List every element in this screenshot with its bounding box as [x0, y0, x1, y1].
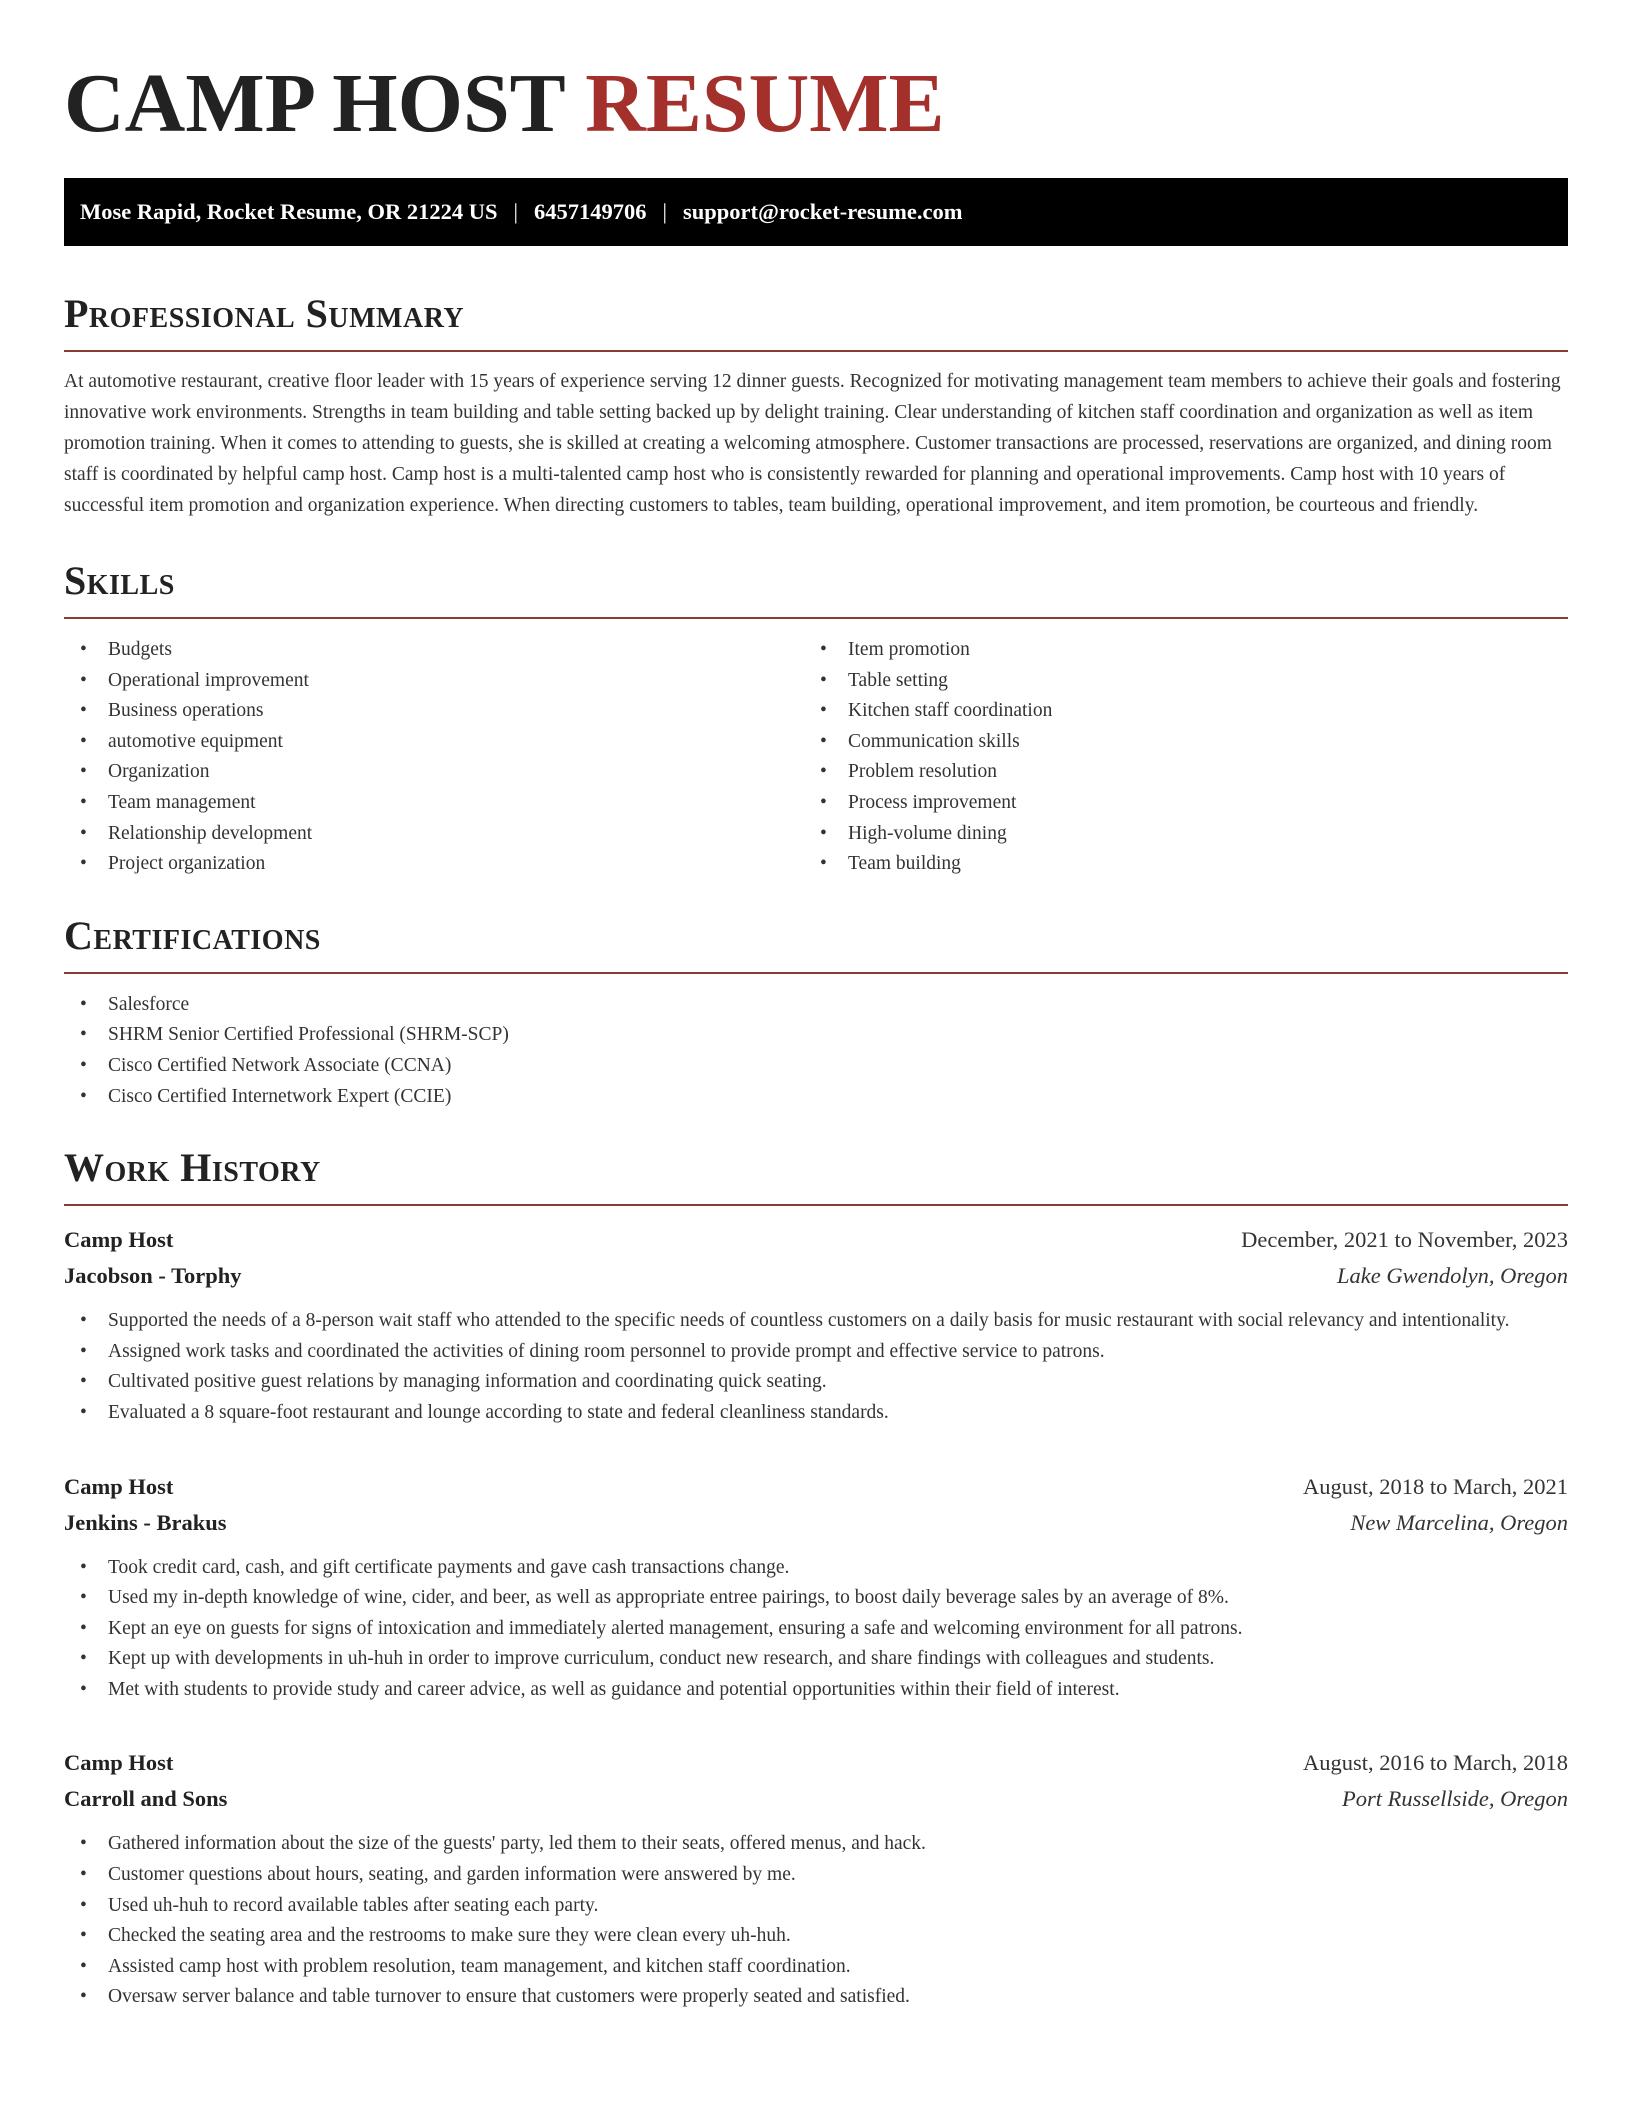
skill-item: • Operational improvement — [64, 666, 804, 697]
job-bullet: • Gathered information about the size of the guests' party, led them to their seats, offered menus, and hack. — [64, 1829, 1568, 1860]
job-header-row — [64, 1745, 1568, 1781]
job-bullet: • Used uh-huh to record available tables after seating each party. — [64, 1891, 1568, 1922]
job-entry — [64, 1745, 1568, 2013]
job-header-row — [64, 1222, 1568, 1258]
skills-list-right — [804, 635, 1544, 880]
contact-email[interactable]: support@rocket-resume.com — [683, 199, 963, 224]
job-company: Jacobson - Torphy — [64, 1263, 242, 1289]
job-dates: August, 2016 to March, 2018 — [1303, 1750, 1568, 1776]
job-bullet: • Checked the seating area and the restrooms to make sure they were clean every uh-huh. — [64, 1921, 1568, 1952]
job-company: Jenkins - Brakus — [64, 1509, 227, 1535]
job-location: Port Russellside, Oregon — [1341, 1786, 1568, 1812]
skills-grid — [64, 635, 1568, 880]
certifications-heading: Certifications — [64, 912, 321, 958]
skills-list-left — [64, 635, 804, 880]
jobs-container — [64, 1222, 1568, 2013]
summary-heading: Professional Summary — [64, 291, 465, 336]
job-bullet: • Supported the needs of a 8-person wait staff who attended to the specific needs of countless customers on a daily basis for music restaurant with social relevancy and intentionality. — [64, 1306, 1568, 1337]
contact-separator: | — [513, 199, 518, 224]
contact-phone: 6457149706 — [534, 199, 647, 224]
section-divider — [64, 1204, 1568, 1206]
job-entry — [64, 1222, 1568, 1428]
job-bullet: • Oversaw server balance and table turnover to ensure that customers were properly seated and satisfied. — [64, 1982, 1568, 2013]
skill-item: • High-volume dining — [804, 819, 1544, 850]
skill-item: • Project organization — [64, 849, 804, 880]
skill-item: • Organization — [64, 757, 804, 788]
job-title: Camp Host — [64, 1227, 174, 1253]
job-header-row — [64, 1469, 1568, 1505]
job-dates: August, 2018 to March, 2021 — [1303, 1473, 1568, 1499]
job-bullet: • Assigned work tasks and coordinated the activities of dining room personnel to provide prompt and effective service to patrons. — [64, 1337, 1568, 1368]
skills-section — [64, 557, 1568, 880]
skill-item: • automotive equipment — [64, 727, 804, 758]
skill-item: • Relationship development — [64, 819, 804, 850]
title-main: CAMP HOST — [64, 57, 565, 150]
job-bullet: • Cultivated positive guest relations by managing information and coordinating quick seating. — [64, 1367, 1568, 1398]
section-divider — [64, 617, 1568, 619]
job-bullet: • Met with students to provide study and career advice, as well as guidance and potential opportunities within their field of interest. — [64, 1675, 1568, 1706]
job-dates: December, 2021 to November, 2023 — [1241, 1227, 1568, 1253]
summary-section — [64, 290, 1568, 521]
job-company-row — [64, 1505, 1568, 1541]
section-divider — [64, 972, 1568, 974]
contact-bar — [64, 178, 1568, 246]
job-company: Carroll and Sons — [64, 1786, 228, 1812]
summary-text: At automotive restaurant, creative floor leader with 15 years of experience serving 12 dinner guests. Recognized for motivating management team members to achieve their goals and fostering innovative work environments. Strengths in team building and table setting backed up by delight training. Clear understanding of kitchen staff coordination and organization as well as item promotion training. When it comes to attending to guests, she is skilled at creating a welcoming atmosphere. Customer transactions are processed, reservations are organized, and dining room staff is coordinated by helpful camp host. Camp host is a multi-talented camp host who is consistently rewarded for planning and operational improvements. Camp host with 10 years of successful item promotion and organization experience. When directing customers to tables, team building, operational improvement, and item promotion, be courteous and friendly. — [64, 371, 1561, 516]
job-bullet: • Customer questions about hours, seating, and garden information were answered by me. — [64, 1860, 1568, 1891]
contact-address: Mose Rapid, Rocket Resume, OR 21224 US — [80, 199, 498, 224]
job-location: Lake Gwendolyn, Oregon — [1337, 1263, 1568, 1289]
job-bullet: • Kept an eye on guests for signs of intoxication and immediately alerted management, ensuring a safe and welcoming environment for all patrons. — [64, 1614, 1568, 1645]
job-company-row — [64, 1258, 1568, 1294]
job-bullets — [64, 1553, 1568, 1706]
skill-item: • Kitchen staff coordination — [804, 696, 1544, 727]
title-accent: RESUME — [585, 57, 945, 150]
skill-item: • Budgets — [64, 635, 804, 666]
certification-item: • SHRM Senior Certified Professional (SHRM-SCP) — [64, 1020, 1568, 1051]
skill-item: • Business operations — [64, 696, 804, 727]
job-entry — [64, 1469, 1568, 1706]
resume-title — [64, 56, 1568, 152]
section-divider — [64, 350, 1568, 352]
certification-item: • Cisco Certified Network Associate (CCNA) — [64, 1051, 1568, 1082]
certification-item: • Salesforce — [64, 990, 1568, 1021]
skill-item: • Item promotion — [804, 635, 1544, 666]
skill-item: • Team building — [804, 849, 1544, 880]
job-bullet: • Used my in-depth knowledge of wine, cider, and beer, as well as appropriate entree pairings, to boost daily beverage sales by an average of 8%. — [64, 1583, 1568, 1614]
certifications-section — [64, 912, 1568, 1112]
skill-item: • Communication skills — [804, 727, 1544, 758]
skill-item: • Team management — [64, 788, 804, 819]
job-title: Camp Host — [64, 1750, 174, 1776]
work-history-heading: Work History — [64, 1145, 321, 1191]
job-title: Camp Host — [64, 1473, 174, 1499]
job-bullet: • Kept up with developments in uh-huh in order to improve curriculum, conduct new research, and share findings with colleagues and students. — [64, 1644, 1568, 1675]
skill-item: • Process improvement — [804, 788, 1544, 819]
certifications-list — [64, 990, 1568, 1112]
job-company-row — [64, 1781, 1568, 1817]
job-bullet: • Assisted camp host with problem resolution, team management, and kitchen staff coordination. — [64, 1952, 1568, 1983]
skill-item: • Problem resolution — [804, 757, 1544, 788]
contact-separator: | — [662, 199, 668, 224]
job-bullets — [64, 1829, 1568, 2013]
job-bullet: • Took credit card, cash, and gift certificate payments and gave cash transactions change. — [64, 1553, 1568, 1584]
skill-item: • Table setting — [804, 666, 1544, 697]
job-bullets — [64, 1306, 1568, 1428]
certification-item: • Cisco Certified Internetwork Expert (CCIE) — [64, 1082, 1568, 1113]
job-bullet: • Evaluated a 8 square-foot restaurant and lounge according to state and federal cleanliness standards. — [64, 1398, 1568, 1429]
work-history-section — [64, 1144, 1568, 2013]
skills-heading: Skills — [64, 558, 175, 603]
job-location: New Marcelina, Oregon — [1350, 1509, 1568, 1535]
